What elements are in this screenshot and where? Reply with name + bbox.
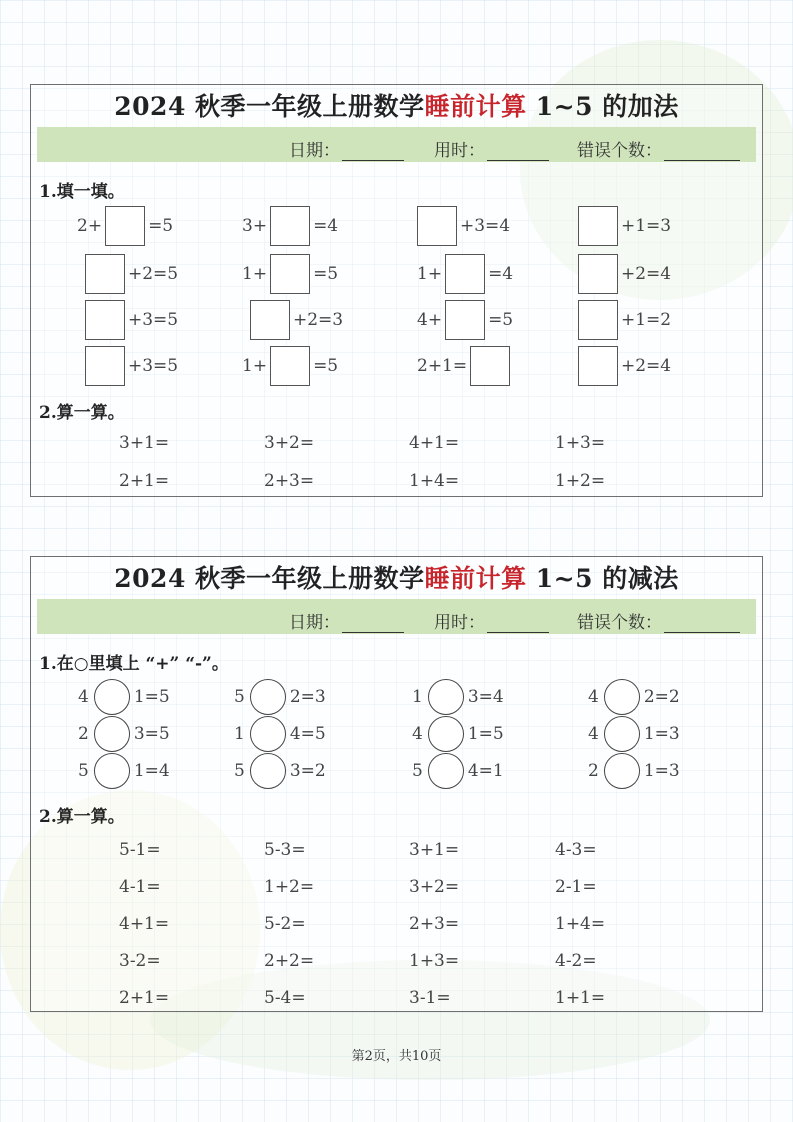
calc-item: 1+3= bbox=[409, 951, 460, 971]
fill-item bbox=[242, 253, 338, 295]
right-equation: 3=2 bbox=[289, 761, 326, 781]
time-blank[interactable] bbox=[487, 143, 549, 161]
operator-circle[interactable] bbox=[428, 716, 464, 752]
page-number: 第2页，共10页 bbox=[351, 1049, 442, 1064]
operator-circle[interactable] bbox=[94, 753, 130, 789]
answer-box[interactable] bbox=[445, 300, 485, 340]
operator-circle[interactable] bbox=[250, 753, 286, 789]
fill-item bbox=[578, 345, 671, 387]
operator-circle[interactable] bbox=[604, 753, 640, 789]
section-title: 2.算一算。 bbox=[39, 403, 125, 423]
calc-item: 1+1= bbox=[555, 988, 606, 1008]
calc-item: 2-1= bbox=[555, 877, 597, 897]
section-title: 1.填一填。 bbox=[39, 182, 125, 202]
equation-part: 3+ bbox=[242, 216, 268, 236]
date-field[interactable]: 日期： bbox=[289, 136, 404, 161]
answer-box[interactable] bbox=[578, 254, 618, 294]
fill-item bbox=[578, 205, 671, 247]
fill-item bbox=[85, 253, 178, 295]
fill-item bbox=[417, 205, 510, 247]
fill-item bbox=[417, 253, 513, 295]
answer-box[interactable] bbox=[85, 346, 125, 386]
calc-item: 3-1= bbox=[409, 988, 451, 1008]
right-equation: 2=3 bbox=[289, 687, 326, 707]
date-blank[interactable] bbox=[342, 615, 404, 633]
calc-item: 5-4= bbox=[264, 988, 306, 1008]
answer-box[interactable] bbox=[270, 254, 310, 294]
right-equation: 4=5 bbox=[289, 724, 326, 744]
equation-part: 1+ bbox=[242, 356, 268, 376]
left-number: 2 bbox=[588, 761, 599, 781]
calc-item: 4-3= bbox=[555, 840, 597, 860]
operator-item bbox=[78, 752, 170, 790]
calc-item: 1+4= bbox=[409, 471, 460, 491]
date-blank[interactable] bbox=[342, 143, 404, 161]
operator-item bbox=[412, 678, 504, 716]
answer-box[interactable] bbox=[417, 206, 457, 246]
left-number: 4 bbox=[588, 687, 599, 707]
fill-item bbox=[578, 299, 671, 341]
left-number: 5 bbox=[412, 761, 423, 781]
calc-item: 4+1= bbox=[409, 433, 460, 453]
left-number: 4 bbox=[78, 687, 89, 707]
calc-item: 1+2= bbox=[264, 877, 315, 897]
operator-item bbox=[78, 715, 170, 753]
calc-item: 3+1= bbox=[409, 840, 460, 860]
calc-item: 2+2= bbox=[264, 951, 315, 971]
answer-box[interactable] bbox=[85, 300, 125, 340]
right-equation: 4=1 bbox=[467, 761, 504, 781]
equation-part: +3=5 bbox=[128, 356, 179, 376]
operator-circle[interactable] bbox=[250, 716, 286, 752]
right-equation: 1=4 bbox=[133, 761, 170, 781]
operator-item bbox=[412, 752, 504, 790]
time-blank[interactable] bbox=[487, 615, 549, 633]
worksheet-title: 2024 秋季一年级上册数学睡前计算 1~5 的减法 bbox=[114, 564, 679, 593]
operator-item bbox=[234, 678, 326, 716]
calc-item: 4+1= bbox=[119, 914, 170, 934]
answer-box[interactable] bbox=[105, 206, 145, 246]
right-equation: 3=4 bbox=[467, 687, 504, 707]
calc-item: 4-1= bbox=[119, 877, 161, 897]
errors-field[interactable]: 错误个数： bbox=[577, 136, 740, 161]
calc-item: 5-2= bbox=[264, 914, 306, 934]
fill-item bbox=[250, 299, 343, 341]
worksheet-subtraction bbox=[30, 556, 763, 1012]
operator-circle[interactable] bbox=[428, 753, 464, 789]
answer-box[interactable] bbox=[578, 346, 618, 386]
calc-item: 3-2= bbox=[119, 951, 161, 971]
equation-part: =5 bbox=[313, 356, 339, 376]
equation-part: =4 bbox=[488, 264, 514, 284]
calc-item: 2+1= bbox=[119, 988, 170, 1008]
equation-part: 2+1= bbox=[417, 356, 468, 376]
calc-item: 3+2= bbox=[264, 433, 315, 453]
answer-box[interactable] bbox=[445, 254, 485, 294]
calc-item: 1+3= bbox=[555, 433, 606, 453]
fill-item bbox=[85, 299, 178, 341]
errors-blank[interactable] bbox=[664, 615, 740, 633]
operator-item bbox=[234, 715, 326, 753]
fill-item bbox=[578, 253, 671, 295]
equation-part: +3=4 bbox=[460, 216, 511, 236]
answer-box[interactable] bbox=[470, 346, 510, 386]
right-equation: 2=2 bbox=[643, 687, 680, 707]
time-field[interactable]: 用时： bbox=[434, 608, 549, 633]
left-number: 5 bbox=[234, 761, 245, 781]
calc-item: 5-1= bbox=[119, 840, 161, 860]
left-number: 5 bbox=[234, 687, 245, 707]
answer-box[interactable] bbox=[85, 254, 125, 294]
operator-circle[interactable] bbox=[94, 679, 130, 715]
title-highlight: 睡前计算 bbox=[424, 564, 527, 593]
fill-item bbox=[242, 205, 338, 247]
answer-box[interactable] bbox=[270, 206, 310, 246]
left-number: 1 bbox=[412, 687, 423, 707]
equation-part: +2=3 bbox=[293, 310, 344, 330]
operator-item bbox=[588, 678, 680, 716]
right-equation: 1=5 bbox=[467, 724, 504, 744]
fill-item bbox=[242, 345, 338, 387]
left-number: 1 bbox=[234, 724, 245, 744]
section-title: 1.在○里填上 “+” “-”。 bbox=[39, 654, 229, 674]
equation-part: +3=5 bbox=[128, 310, 179, 330]
right-equation: 1=3 bbox=[643, 761, 680, 781]
answer-box[interactable] bbox=[270, 346, 310, 386]
fill-item bbox=[85, 345, 178, 387]
answer-box[interactable] bbox=[578, 206, 618, 246]
calc-item: 3+2= bbox=[409, 877, 460, 897]
calc-item: 1+2= bbox=[555, 471, 606, 491]
equation-part: 1+ bbox=[417, 264, 443, 284]
operator-circle[interactable] bbox=[250, 679, 286, 715]
calc-item: 5-3= bbox=[264, 840, 306, 860]
info-band bbox=[37, 599, 756, 634]
equation-part: +2=5 bbox=[128, 264, 179, 284]
equation-part: +1=2 bbox=[621, 310, 672, 330]
errors-field[interactable]: 错误个数： bbox=[577, 608, 740, 633]
calc-item: 2+3= bbox=[409, 914, 460, 934]
left-number: 4 bbox=[412, 724, 423, 744]
errors-blank[interactable] bbox=[664, 143, 740, 161]
calc-item: 2+3= bbox=[264, 471, 315, 491]
equation-part: 1+ bbox=[242, 264, 268, 284]
calc-item: 1+4= bbox=[555, 914, 606, 934]
operator-circle[interactable] bbox=[428, 679, 464, 715]
left-number: 4 bbox=[588, 724, 599, 744]
answer-box[interactable] bbox=[250, 300, 290, 340]
equation-part: 4+ bbox=[417, 310, 443, 330]
calc-item: 2+1= bbox=[119, 471, 170, 491]
operator-circle[interactable] bbox=[604, 716, 640, 752]
equation-part: +2=4 bbox=[621, 264, 672, 284]
operator-item bbox=[588, 715, 680, 753]
equation-part: 2+ bbox=[77, 216, 103, 236]
operator-circle[interactable] bbox=[604, 679, 640, 715]
operator-item bbox=[588, 752, 680, 790]
fill-item bbox=[417, 299, 513, 341]
title-highlight: 睡前计算 bbox=[424, 92, 527, 121]
time-field[interactable]: 用时： bbox=[434, 136, 549, 161]
equation-part: =5 bbox=[148, 216, 174, 236]
right-equation: 1=3 bbox=[643, 724, 680, 744]
equation-part: =5 bbox=[313, 264, 339, 284]
equation-part: =5 bbox=[488, 310, 514, 330]
worksheet-title: 2024 秋季一年级上册数学睡前计算 1~5 的加法 bbox=[114, 92, 679, 121]
equation-part: +2=4 bbox=[621, 356, 672, 376]
section-title: 2.算一算。 bbox=[39, 807, 125, 827]
calc-item: 4-2= bbox=[555, 951, 597, 971]
operator-circle[interactable] bbox=[94, 716, 130, 752]
equation-part: +1=3 bbox=[621, 216, 672, 236]
operator-item bbox=[78, 678, 170, 716]
equation-part: =4 bbox=[313, 216, 339, 236]
fill-item bbox=[77, 205, 173, 247]
left-number: 2 bbox=[78, 724, 89, 744]
date-field[interactable]: 日期： bbox=[289, 608, 404, 633]
worksheet-addition bbox=[30, 84, 763, 497]
right-equation: 3=5 bbox=[133, 724, 170, 744]
info-band bbox=[37, 127, 756, 162]
operator-item bbox=[412, 715, 504, 753]
operator-item bbox=[234, 752, 326, 790]
left-number: 5 bbox=[78, 761, 89, 781]
calc-item: 3+1= bbox=[119, 433, 170, 453]
right-equation: 1=5 bbox=[133, 687, 170, 707]
answer-box[interactable] bbox=[578, 300, 618, 340]
fill-item bbox=[417, 345, 510, 387]
